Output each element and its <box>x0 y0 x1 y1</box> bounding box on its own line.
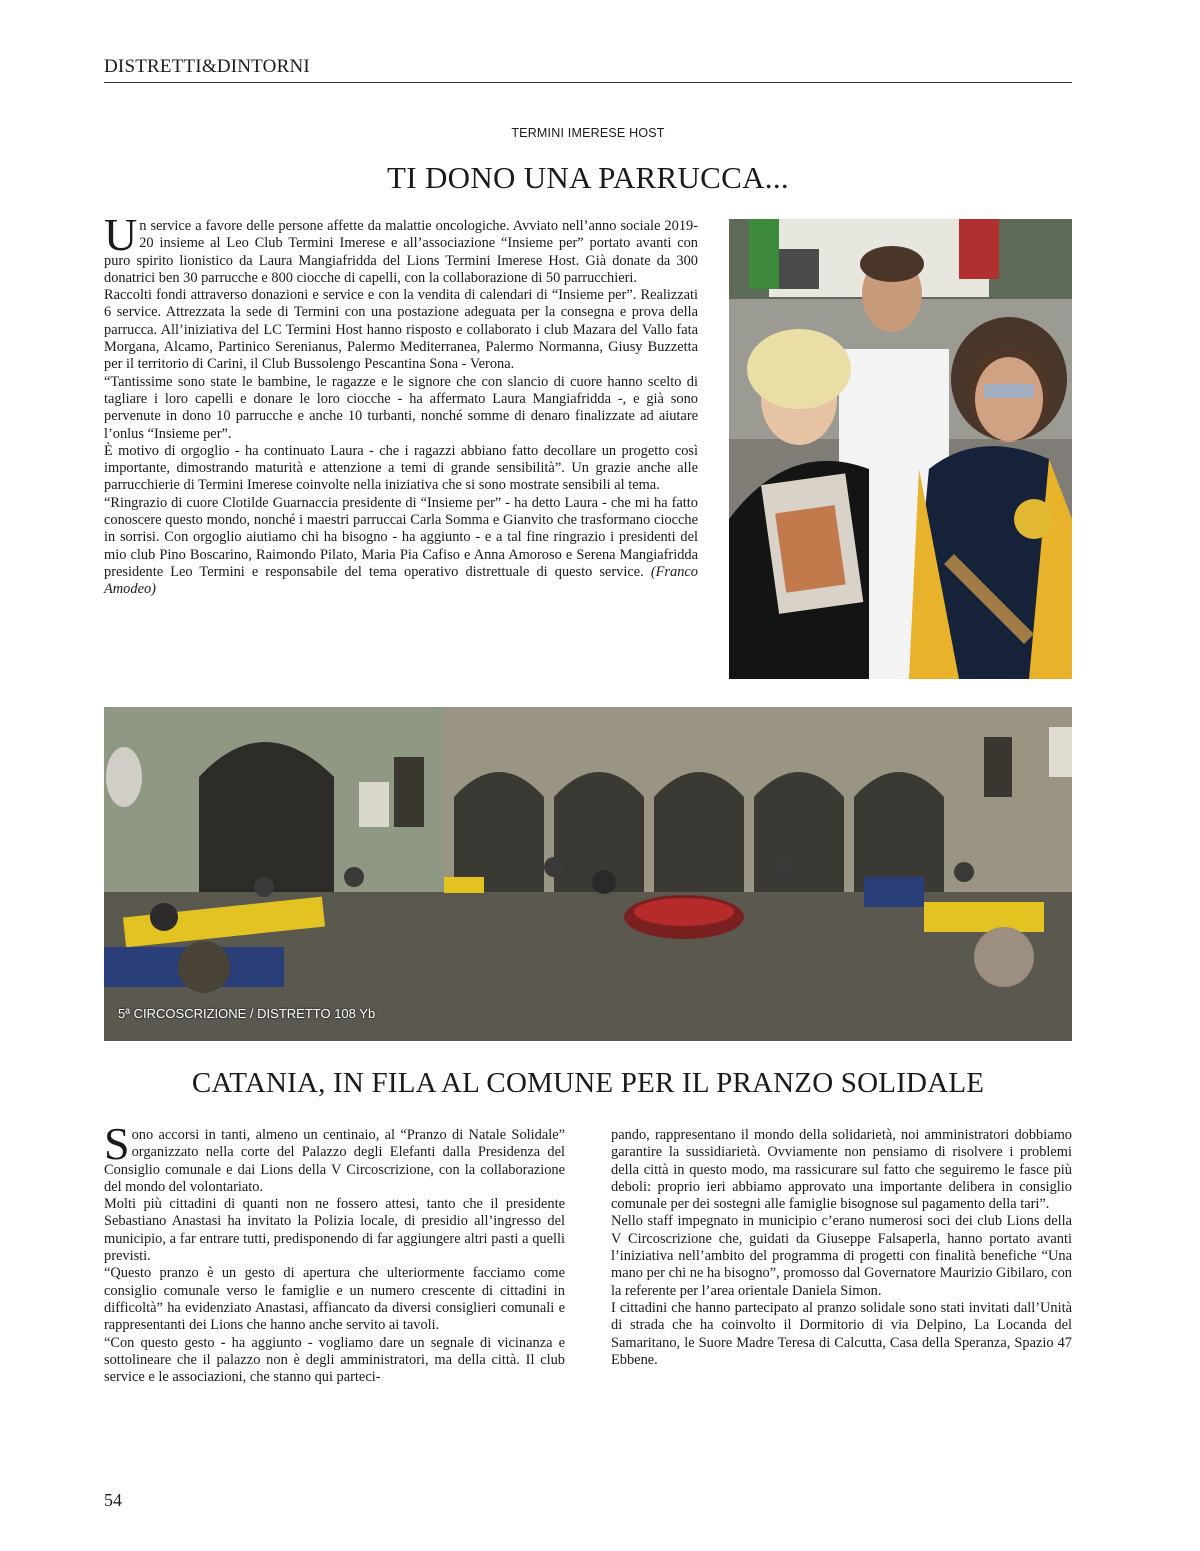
article-paragraph: I cittadini che hanno partecipato al pranzo solidale sono stati invitati dall’Unità di strada che ha coinvolto il Dormitorio di via Delpino, La Locanda del Samaritano, le Suore Madre Teresa di Calcutta, Casa della Speranza, Spazio 47 Ebbene. <box>611 1299 1072 1368</box>
group-photo <box>729 219 1072 679</box>
article-paragraph: “Ringrazio di cuore Clotilde Guarnaccia presidente di “Insieme per” - ha detto Laura - che mi ha fatto conoscere questo mondo, nonché i maestri parruccai Carla Somma e Gianvito che trasformano ciocche in sorrisi. Con orgoglio aiutiamo chi ha bisogno - ha aggiunto - e a tal fine ringrazio i presidenti del mio club Pino Boscarino, Raimondo Pilato, Maria Pia Cafiso e Anna Amoroso e Serena Mangiafridda presidente Leo Termini e responsabile del tema operativo distrettuale di questo service. (Franco Amodeo) <box>104 494 698 598</box>
section-header <box>104 56 1072 83</box>
article-paragraph: Nello staff impegnato in municipio c’erano numerosi soci dei club Lions della V Circoscrizione che, guidati da Giuseppe Falsaperla, hanno portato avanti l’iniziativa nell’ambito del programma di progetti con finalità benefiche “Una mano per chi ne ha bisogno”, promosso dal Governatore Maurizio Gibilaro, con la referente per l’area orientale Daniela Simon. <box>611 1213 1072 1299</box>
column-left <box>104 1118 565 1386</box>
article-paragraph: “Tantissime sono state le bambine, le ragazze e le signore che con slancio di cuore hanno scelto di tagliare i loro capelli e donare le loro ciocche - ha affermato Laura Mangiafridda -, e già sono pervenute in dono 10 parrucche e anche 10 turbanti, nonché somme di denaro finalizzate ad aiutare l’onlus “Insieme per”. <box>104 373 698 442</box>
section-title: DISTRETTI&DINTORNI <box>104 56 310 77</box>
article-paragraph: pando, rappresentano il mondo della solidarietà, noi amministratori dobbiamo garantire la sussidiarietà. Ovviamente non pensiamo di risolvere i problemi della città in questo modo, ma rassicurare sul fatto che seguiremo le fasce più deboli: proprio ieri abbiamo approvato una importante delibera in consiglio comunale per dei sostegni alle famiglie bisognose sul pagamento della tari”. <box>611 1127 1072 1213</box>
article-paragraph: Sono accorsi in tanti, almeno un centinaio, al “Pranzo di Natale Solidale” organizzato nella corte del Palazzo degli Elefanti dalla Presidenza del Consiglio comunale e dai Lions della V Circoscrizione, con la collaborazione del mondo del volontariato. <box>104 1118 565 1195</box>
page-number: 54 <box>104 1490 122 1510</box>
drop-cap: S <box>104 1118 130 1169</box>
photo-caption: 5ª CIRCOSCRIZIONE / DISTRETTO 108 Yb <box>118 1006 376 1021</box>
courtyard-photo <box>104 707 1072 1041</box>
group-photo-illustration <box>729 219 1072 679</box>
article-body <box>104 1118 1072 1507</box>
article-paragraph: È motivo di orgoglio - ha continuato Laura - che i ragazzi abbiano fatto decollare un progetto così importante, dimostrando maturità e attenzione a temi di grande sensibilità”. Un grazie anche alle parrucchierie di Termini Imerese coinvolte nella iniziativa che si sono mostrate sensibili al tema. <box>104 442 698 494</box>
article-title: TI DONO UNA PARRUCCA... <box>387 160 789 195</box>
column-right <box>611 1127 1072 1369</box>
byline: (Franco Amodeo) <box>104 563 698 598</box>
article-title: CATANIA, IN FILA AL COMUNE PER IL PRANZO SOLIDALE <box>191 1067 985 1099</box>
article-paragraph: Un service a favore delle persone affette da malattie oncologiche. Avviato nell’anno sociale 2019-20 insieme al Leo Club Termini Imerese e all’associazione “Insieme per” portato avanti con puro spirito lionistico da Laura Mangiafridda del Lions Termini Imerese Host. Già donate da 300 donatrici ben 30 parrucche e 800 ciocche di capelli, con la collaborazione di 50 parrucchieri. <box>104 209 698 286</box>
article-paragraph: Molti più cittadini di quanti non ne fossero attesi, tanto che il presidente Sebastiano Anastasi ha invitato la Polizia locale, di presidio all’ingresso del municipio, a far entrare tutti, predisponendo di far aggiungere altri pasti a quelli previsti. <box>104 1196 565 1265</box>
article-body <box>104 209 698 599</box>
drop-cap: U <box>104 209 138 260</box>
courtyard-photo-illustration <box>104 707 1072 1041</box>
article-paragraph: “Questo pranzo è un gesto di apertura che ulteriormente facciamo come consiglio comunale verso le famiglie e un numero crescente di cittadini in difficoltà” ha evidenziato Anastasi, affiancato da diversi consiglieri comunali e rappresentanti dei Lions che hanno anche servito ai tavoli. <box>104 1265 565 1334</box>
article-paragraph: “Con questo gesto - ha aggiunto - vogliamo dare un segnale di vicinanza e sottolineare che il palazzo non è degli amministratori, ma della città. Il club service e le associazioni, che stanno qui parteci- <box>104 1334 565 1386</box>
article-kicker: TERMINI IMERESE HOST <box>511 126 665 140</box>
article-paragraph: Raccolti fondi attraverso donazioni e service e con la vendita di calendari di “Insieme per”. Realizzati 6 service. Attrezzata la sede di Termini con una postazione adeguata per la consegna e prova della parrucca. All’iniziativa del LC Termini Host hanno risposto e collaborato i club Mazara del Vallo fata Morgana, Alcamo, Partinico Serenianus, Palermo Mediterranea, Palermo Normanna, Giusy Buzzetta per il territorio di Carini, il Club Bussolengo Pescantina Sona - Verona. <box>104 287 698 373</box>
